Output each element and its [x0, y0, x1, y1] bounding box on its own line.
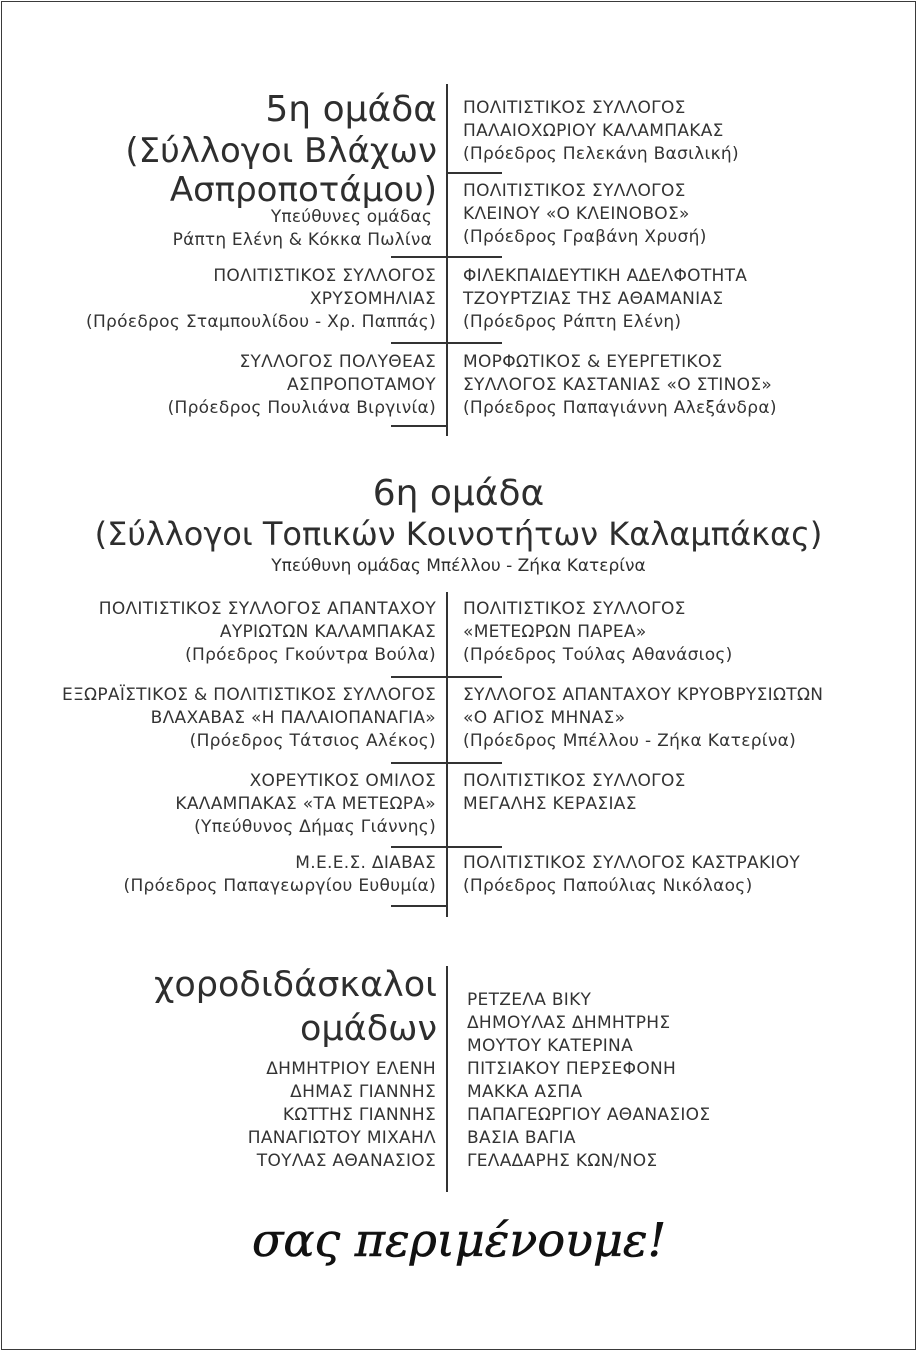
- group5-right-club: [463, 265, 747, 334]
- group6-separator: [447, 846, 502, 848]
- teacher-name: ΤΟΥΛΑΣ ΑΘΑΝΑΣΙΟΣ: [256, 1151, 436, 1171]
- club-name: ΦΙΛΕΚΠΑΙΔΕΥΤΙΚΗ ΑΔΕΛΦΟΤΗΤΑ: [463, 266, 748, 286]
- group6-right-club: [463, 684, 823, 753]
- club-name: ΣΥΛΛΟΓΟΣ ΚΑΣΤΑΝΙΑΣ «Ο ΣΤΙΝΟΣ»: [463, 375, 773, 395]
- group6-separator: [447, 676, 502, 678]
- teachers-divider: [446, 966, 448, 1192]
- club-name: ΠΟΛΙΤΙΣΤΙΚΟΣ ΣΥΛΛΟΓΟΣ ΚΑΣΤΡΑΚΙΟΥ: [463, 853, 801, 873]
- club-name: ΑΥΡΙΩΤΩΝ ΚΑΛΑΜΠΑΚΑΣ: [219, 622, 436, 642]
- club-president: (Πρόεδρος Πελεκάνη Βασιλική): [463, 144, 739, 164]
- club-name: ΒΛΑΧΑΒΑΣ «Η ΠΑΛΑΙΟΠΑΝΑΓΙΑ»: [150, 708, 436, 728]
- group5-title: 5η ομάδα: [265, 89, 437, 130]
- group5-separator: [447, 256, 502, 258]
- group6-title: 6η ομάδα: [372, 473, 545, 514]
- club-president: (Πρόεδρος Γκούντρα Βούλα): [185, 645, 436, 665]
- group6-subtitle: (Σύλλογοι Τοπικών Κοινοτήτων Καλαμπάκας): [94, 515, 823, 553]
- club-president: (Πρόεδρος Μπέλλου - Ζήκα Κατερίνα): [463, 731, 797, 751]
- group6-separator: [391, 676, 446, 678]
- club-name: «ΜΕΤΕΩΡΩΝ ΠΑΡΕΑ»: [463, 622, 647, 642]
- group5-subtitle-line1: (Σύλλογοι Βλάχων: [125, 131, 437, 171]
- teacher-name: ΒΑΣΙΑ ΒΑΓΙΑ: [467, 1128, 576, 1148]
- club-president: (Πρόεδρος Τούλας Αθανάσιος): [463, 645, 733, 665]
- club-name: ΠΟΛΙΤΙΣΤΙΚΟΣ ΣΥΛΛΟΓΟΣ: [463, 771, 686, 791]
- teacher-name: ΠΙΤΣΙΑΚΟΥ ΠΕΡΣΕΦΟΝΗ: [467, 1059, 677, 1079]
- club-name: Μ.Ε.Ε.Σ. ΔΙΑΒΑΣ: [295, 853, 436, 873]
- club-name: ΚΑΛΑΜΠΑΚΑΣ «ΤΑ ΜΕΤΕΩΡΑ»: [175, 794, 436, 814]
- group5-subtitle-line2: Ασπροποτάμου): [169, 170, 437, 210]
- group5-left-club: [86, 265, 436, 334]
- teacher-name: ΔΗΜΑΣ ΓΙΑΝΝΗΣ: [290, 1082, 436, 1102]
- teacher-name: ΜΟΥΤΟΥ ΚΑΤΕΡΙΝΑ: [467, 1036, 633, 1056]
- group6-left-club: [62, 684, 436, 753]
- teacher-name: ΔΗΜΗΤΡΙΟΥ ΕΛΕΝΗ: [266, 1059, 436, 1079]
- club-president: (Πρόεδρος Γραβάνη Χρυσή): [463, 227, 707, 247]
- club-name: ΕΞΩΡΑΪΣΤΙΚΟΣ & ΠΟΛΙΤΙΣΤΙΚΟΣ ΣΥΛΛΟΓΟΣ: [61, 685, 436, 705]
- teachers-left-list: [248, 1058, 436, 1173]
- group6-left-club: [99, 598, 436, 667]
- group5-divider: [446, 84, 448, 436]
- group6-leader: Υπεύθυνη ομάδας Μπέλλου - Ζήκα Κατερίνα: [271, 556, 646, 576]
- group5-right-club: [463, 180, 707, 249]
- club-name: ΑΣΠΡΟΠΟΤΑΜΟΥ: [287, 375, 436, 395]
- group6-left-club: [175, 770, 436, 839]
- club-name: ΜΕΓΑΛΗΣ ΚΕΡΑΣΙΑΣ: [463, 794, 637, 814]
- club-name: ΠΟΛΙΤΙΣΤΙΚΟΣ ΣΥΛΛΟΓΟΣ: [463, 181, 686, 201]
- club-name: ΧΟΡΕΥΤΙΚΟΣ ΟΜΙΛΟΣ: [249, 771, 436, 791]
- club-name: ΤΖΟΥΡΤΖΙΑΣ ΤΗΣ ΑΘΑΜΑΝΙΑΣ: [463, 289, 724, 309]
- slogan-text: σας περιμένουμε!: [251, 1213, 666, 1267]
- group6-right-club: [463, 598, 733, 667]
- club-president: (Υπεύθυνος Δήμας Γιάννης): [194, 817, 436, 837]
- club-name: ΧΡΥΣΟΜΗΛΙΑΣ: [309, 289, 436, 309]
- group5-separator: [391, 425, 446, 427]
- club-president: (Πρόεδρος Σταμπουλίδου - Χρ. Παππάς): [86, 312, 436, 332]
- group5-leaders: Ράπτη Ελένη & Κόκκα Πωλίνα: [172, 230, 432, 250]
- club-name: ΜΟΡΦΩΤΙΚΟΣ & ΕΥΕΡΓΕΤΙΚΟΣ: [463, 352, 723, 372]
- club-president: (Πρόεδρος Ράπτη Ελένη): [463, 312, 682, 332]
- teacher-name: ΔΗΜΟΥΛΑΣ ΔΗΜΗΤΡΗΣ: [467, 1013, 671, 1033]
- club-name: ΣΥΛΛΟΓΟΣ ΠΟΛΥΘΕΑΣ: [239, 352, 436, 372]
- club-name: ΠΑΛΑΙΟΧΩΡΙΟΥ ΚΑΛΑΜΠΑΚΑΣ: [463, 121, 724, 141]
- group6-separator: [447, 762, 502, 764]
- group5-right-club: [463, 351, 777, 420]
- club-president: (Πρόεδρος Παπαγιάννη Αλεξάνδρα): [463, 398, 777, 418]
- club-name: ΚΛΕΙΝΟΥ «Ο ΚΛΕΙΝΟΒΟΣ»: [463, 204, 690, 224]
- club-name: ΠΟΛΙΤΙΣΤΙΚΟΣ ΣΥΛΛΟΓΟΣ: [213, 266, 436, 286]
- group5-separator: [391, 342, 446, 344]
- group6-separator: [391, 905, 446, 907]
- teachers-title-line1: χοροδιδάσκαλοι: [154, 965, 437, 1005]
- teacher-name: ΓΕΛΑΔΑΡΗΣ ΚΩΝ/ΝΟΣ: [467, 1151, 658, 1171]
- teacher-name: ΚΩΤΤΗΣ ΓΙΑΝΝΗΣ: [282, 1105, 436, 1125]
- teacher-name: ΜΑΚΚΑ ΑΣΠΑ: [467, 1082, 583, 1102]
- club-president: (Πρόεδρος Παπαγεωργίου Ευθυμία): [123, 876, 436, 896]
- group5-separator: [391, 256, 446, 258]
- group6-divider: [446, 592, 448, 917]
- teacher-name: ΠΑΝΑΓΙΩΤΟΥ ΜΙΧΑΗΛ: [247, 1128, 436, 1148]
- group5-left-club: [168, 351, 436, 420]
- club-name: ΠΟΛΙΤΙΣΤΙΚΟΣ ΣΥΛΛΟΓΟΣ: [463, 599, 686, 619]
- teachers-title-line2: ομάδων: [299, 1009, 437, 1049]
- teacher-name: ΠΑΠΑΓΕΩΡΓΙΟΥ ΑΘΑΝΑΣΙΟΣ: [467, 1105, 711, 1125]
- club-name: ΠΟΛΙΤΙΣΤΙΚΟΣ ΣΥΛΛΟΓΟΣ: [463, 98, 686, 118]
- group5-right-club: [463, 97, 739, 166]
- teachers-right-list: [467, 989, 710, 1173]
- group6-separator: [391, 762, 446, 764]
- group6-separator: [391, 846, 446, 848]
- teacher-name: ΡΕΤΖΕΛΑ ΒΙΚΥ: [467, 990, 592, 1010]
- club-president: (Πρόεδρος Παπούλιας Νικόλαος): [463, 876, 753, 896]
- group6-left-club: [124, 852, 436, 898]
- club-name: ΠΟΛΙΤΙΣΤΙΚΟΣ ΣΥΛΛΟΓΟΣ ΑΠΑΝΤΑΧΟΥ: [98, 599, 436, 619]
- group5-leaders-label: Υπεύθυνες ομάδας: [270, 207, 432, 227]
- club-name: ΣΥΛΛΟΓΟΣ ΑΠΑΝΤΑΧΟΥ ΚΡΥΟΒΡΥΣΙΩΤΩΝ: [463, 685, 824, 705]
- slogan: [0, 1208, 917, 1282]
- group6-right-club: [463, 770, 686, 816]
- group5-separator: [447, 342, 502, 344]
- club-president: (Πρόεδρος Πουλιάνα Βιργινία): [167, 398, 436, 418]
- group5-separator: [447, 172, 502, 174]
- club-name: «Ο ΑΓΙΟΣ ΜΗΝΑΣ»: [463, 708, 626, 728]
- group6-right-club: [463, 852, 800, 898]
- slogan-lettering: [229, 1208, 689, 1278]
- club-president: (Πρόεδρος Τάτσιος Αλέκος): [189, 731, 436, 751]
